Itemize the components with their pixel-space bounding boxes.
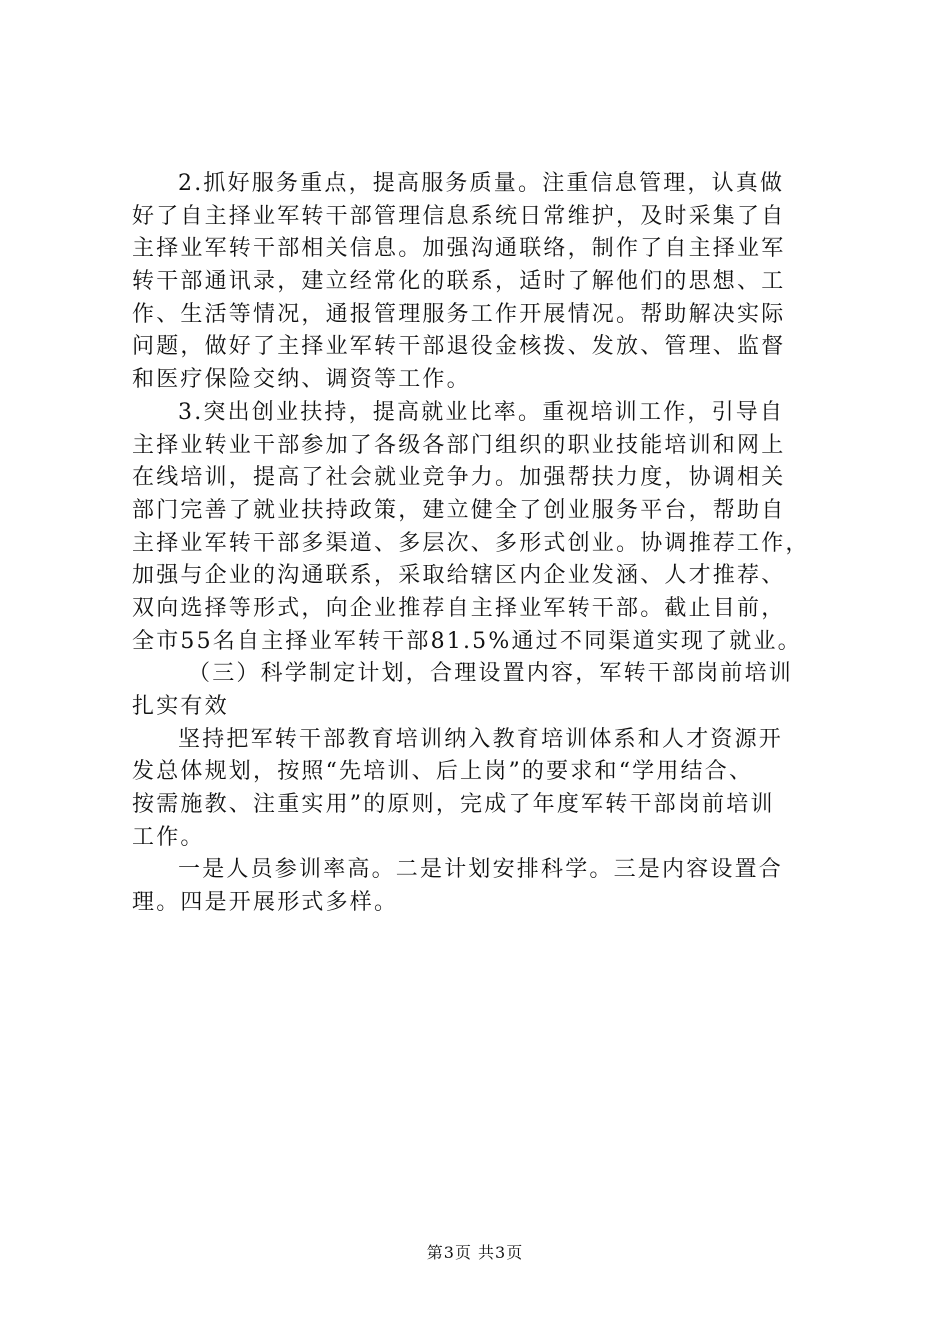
paragraph-line: 发总体规划，按照“先培训、后上岗”的要求和“学用结合、 bbox=[132, 759, 754, 785]
paragraph-line: 和医疗保险交纳、调资等工作。 bbox=[132, 367, 471, 393]
section-heading-line: 扎实有效 bbox=[132, 694, 229, 719]
paragraph-line: 转干部通讯录，建立经常化的联系，适时了解他们的思想、工 bbox=[132, 269, 786, 295]
paragraph-line: 作、生活等情况，通报管理服务工作开展情况。帮助解决实际 bbox=[132, 301, 786, 327]
paragraph-line: 坚持把军转干部教育培训纳入教育培训体系和人才资源开 bbox=[178, 726, 784, 752]
paragraph-line: 主择业军转干部相关信息。加强沟通联络，制作了自主择业军 bbox=[132, 236, 786, 262]
paragraph-line: 按需施教、注重实用”的原则，完成了年度军转干部岗前培训 bbox=[132, 792, 775, 818]
paragraph-line: 加强与企业的沟通联系，采取给辖区内企业发涵、人才推荐、 bbox=[132, 563, 786, 589]
paragraph-line: 主择业转业干部参加了各级各部门组织的职业技能培训和网上 bbox=[132, 432, 786, 458]
paragraph-line: 好了自主择业军转干部管理信息系统日常维护，及时采集了自 bbox=[132, 203, 786, 229]
page-number-footer: 第3页 共3页 bbox=[426, 1243, 524, 1262]
paragraph-line: 理。四是开展形式多样。 bbox=[132, 890, 399, 916]
paragraph-line: 主择业军转干部多渠道、多层次、多形式创业。协调推荐工作， bbox=[132, 530, 810, 556]
document-body bbox=[132, 168, 837, 920]
section-heading-line: （三）科学制定计划，合理设置内容，军转干部岗前培训 bbox=[188, 661, 794, 687]
paragraph-line: 一是人员参训率高。二是计划安排科学。三是内容设置合 bbox=[178, 857, 784, 883]
paragraph-line: 工作。 bbox=[132, 824, 205, 850]
paragraph-line: 部门完善了就业扶持政策，建立健全了创业服务平台，帮助自 bbox=[132, 497, 786, 523]
paragraph-line: 全市55名自主择业军转干部81.5%通过不同渠道实现了就业。 bbox=[132, 628, 802, 654]
paragraph-line: 在线培训，提高了社会就业竞争力。加强帮扶力度，协调相关 bbox=[132, 465, 786, 491]
paragraph-line: 3.突出创业扶持，提高就业比率。重视培训工作，引导自 bbox=[178, 399, 785, 425]
paragraph-line: 双向选择等形式，向企业推荐自主择业军转干部。截止目前， bbox=[132, 595, 786, 621]
paragraph-line: 问题，做好了主择业军转干部退役金核拨、发放、管理、监督 bbox=[132, 334, 786, 360]
paragraph-line: 2.抓好服务重点，提高服务质量。注重信息管理，认真做 bbox=[178, 171, 785, 196]
